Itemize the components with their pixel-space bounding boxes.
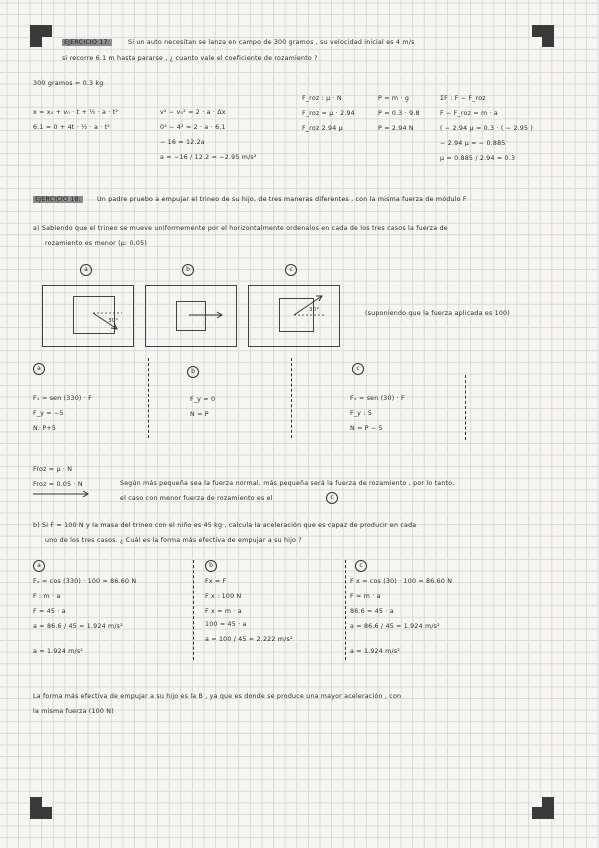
ex17-eq: F_roz : μ · N [302, 95, 342, 102]
calc-b: N = P [190, 411, 209, 418]
calc-b-c: F = m · a [350, 593, 381, 600]
ex17-eq: 6.1 = 0 + 4t · ½ · a · t² [33, 124, 111, 131]
calc-b-a: a = 86.6 / 45 = 1.924 m/s² [33, 623, 123, 630]
ex17-mass: 300 gramos = 0.3 kg [33, 80, 104, 87]
ex17-eq: ( − 2.94 μ = 0.3 · ( − 2.95 ) [440, 125, 534, 132]
ex17-eq: v² − v₀² = 2 · a · Δx [160, 109, 226, 116]
ex17-eq: − 2.94 μ = − 0.885 [440, 140, 506, 147]
calc-b-a: F : m · a [33, 593, 61, 600]
calc-c: N = P − 5 [350, 425, 383, 432]
ex18-tag: EJERCICIO 18: [35, 196, 82, 203]
ex17-eq: P = 2.94 N [378, 125, 414, 132]
ex17-eq: − 16 = 12.2a [160, 139, 205, 146]
calc-b-b: 100 = 45 · a [205, 621, 247, 628]
conclusion-case-ref: c [326, 492, 338, 504]
ex18-question-b-line1: b) Si F = 100 N y la masa del trineo con el niño es 45 kg , calcula la aceleración que es capaz de producir en cada [33, 522, 417, 529]
ex17-eq: ΣF : F − F_roz [440, 95, 486, 102]
ex18-intro: Un padre pruebo a empujar el trineo de su hijo, de tres maneras diferentes , con la misma fuerza de módulo F [97, 196, 467, 203]
ex18-question-a-line1: a) Sabiendo que el trineo se mueve uniformemente por el horizontalmente ordenalos en cada de los tres casos la fuerza de [33, 225, 448, 232]
ex17-statement-line1: Si un auto necesitan se lanza en campo de 300 gramos , su velocidad inicial es 4 m/s [128, 39, 415, 46]
case-label-c: c [355, 560, 367, 572]
calc-b-a: Fₓ = cos (330) · 100 = 86.60 N [33, 578, 137, 585]
case-label-c: c [285, 264, 297, 276]
ex17-tag: EJERCICIO 17: [64, 39, 111, 46]
ex17-eq: x = x₀ + v₀ · t + ½ · a · t² [33, 109, 119, 116]
case-label-a: a [33, 363, 45, 375]
calc-b-c: a = 86.6 / 45 = 1.924 m/s² [350, 623, 440, 630]
calc-b-b: F x : 100 N [205, 593, 242, 600]
final-answer-line2: la misma fuerza (100 N) [33, 708, 114, 715]
case-label-b: b [205, 560, 217, 572]
column-divider [345, 560, 346, 660]
friction-formula: Froz = μ · N [33, 466, 73, 473]
ex17-eq: P = m · g [378, 95, 410, 102]
case-label-a: a [33, 560, 45, 572]
ex17-statement-line2: si recorre 6.1 m hasta pararse , ¿ cuanto vale el coeficiente de rozamiento ? [62, 55, 318, 62]
friction-formula: Froz = 0.05 · N [33, 481, 83, 488]
ex18-question-a-line2: rozamiento es menor (μ: 0.05) [45, 240, 147, 247]
conclusion-line2: el caso con menor fuerza de rozamiento es el [120, 495, 273, 502]
case-label-b: b [187, 366, 199, 378]
ex17-eq: P = 0.3 · 9.8 [378, 110, 420, 117]
ex17-eq: 0² − 4² = 2 · a · 6.1 [160, 124, 226, 131]
case-label-c: c [352, 363, 364, 375]
calc-b-a: F = 45 · a [33, 608, 66, 615]
angle-label-c: 30° [309, 307, 320, 313]
ex17-eq: F_roz = μ · 2.94 [302, 110, 355, 117]
calc-c: Fₓ = sen (30) · F [350, 395, 405, 402]
case-label-b: b [182, 264, 194, 276]
case-label-a: a [80, 264, 92, 276]
calc-b-c: F x = cos (30) · 100 = 86.60 N [350, 578, 453, 585]
angle-label-a: 30° [108, 318, 119, 324]
calc-b-b: F x = m · a [205, 608, 242, 615]
ex18-question-b-line2: uno de los tres casos. ¿ Cuál es la forma más efectiva de empujar a su hijo ? [45, 537, 302, 544]
conclusion-line1: Según más pequeña sea la fuerza normal, más pequeña será la fuerza de rozamiento , por lo tanto, [120, 480, 455, 487]
calc-b-a: a = 1.924 m/s² [33, 648, 84, 655]
calc-b-c: 86.6 = 45 · a [350, 608, 394, 615]
final-answer-line1: La forma más efectiva de empujar a su hijo es la B , ya que es donde se produce una mayor aceleración , con [33, 693, 402, 700]
calc-c: F_y : 5 [350, 410, 373, 417]
ex17-eq: μ = 0.885 / 2.94 = 0.3 [440, 155, 516, 162]
ex17-eq: F_roz 2.94 μ [302, 125, 343, 132]
calc-a: Fₓ = sen (330) · F [33, 395, 93, 402]
calc-b-b: a = 100 / 45 = 2.222 m/s² [205, 636, 293, 643]
force-assumption-note: (suponiendo que la fuerza aplicada es 100) [365, 310, 510, 317]
ex17-eq: a = −16 / 12.2 = −2.95 m/s² [160, 154, 257, 161]
calc-a: N: P+5 [33, 425, 57, 432]
calc-b-c: a = 1.924 m/s² [350, 648, 401, 655]
column-divider [193, 560, 194, 660]
calc-a: F_y = −5 [33, 410, 64, 417]
calc-b: F_y = 0 [190, 396, 216, 403]
ex17-eq: F − F_roz = m · a [440, 110, 498, 117]
calc-b-b: Fx = F [205, 578, 227, 585]
